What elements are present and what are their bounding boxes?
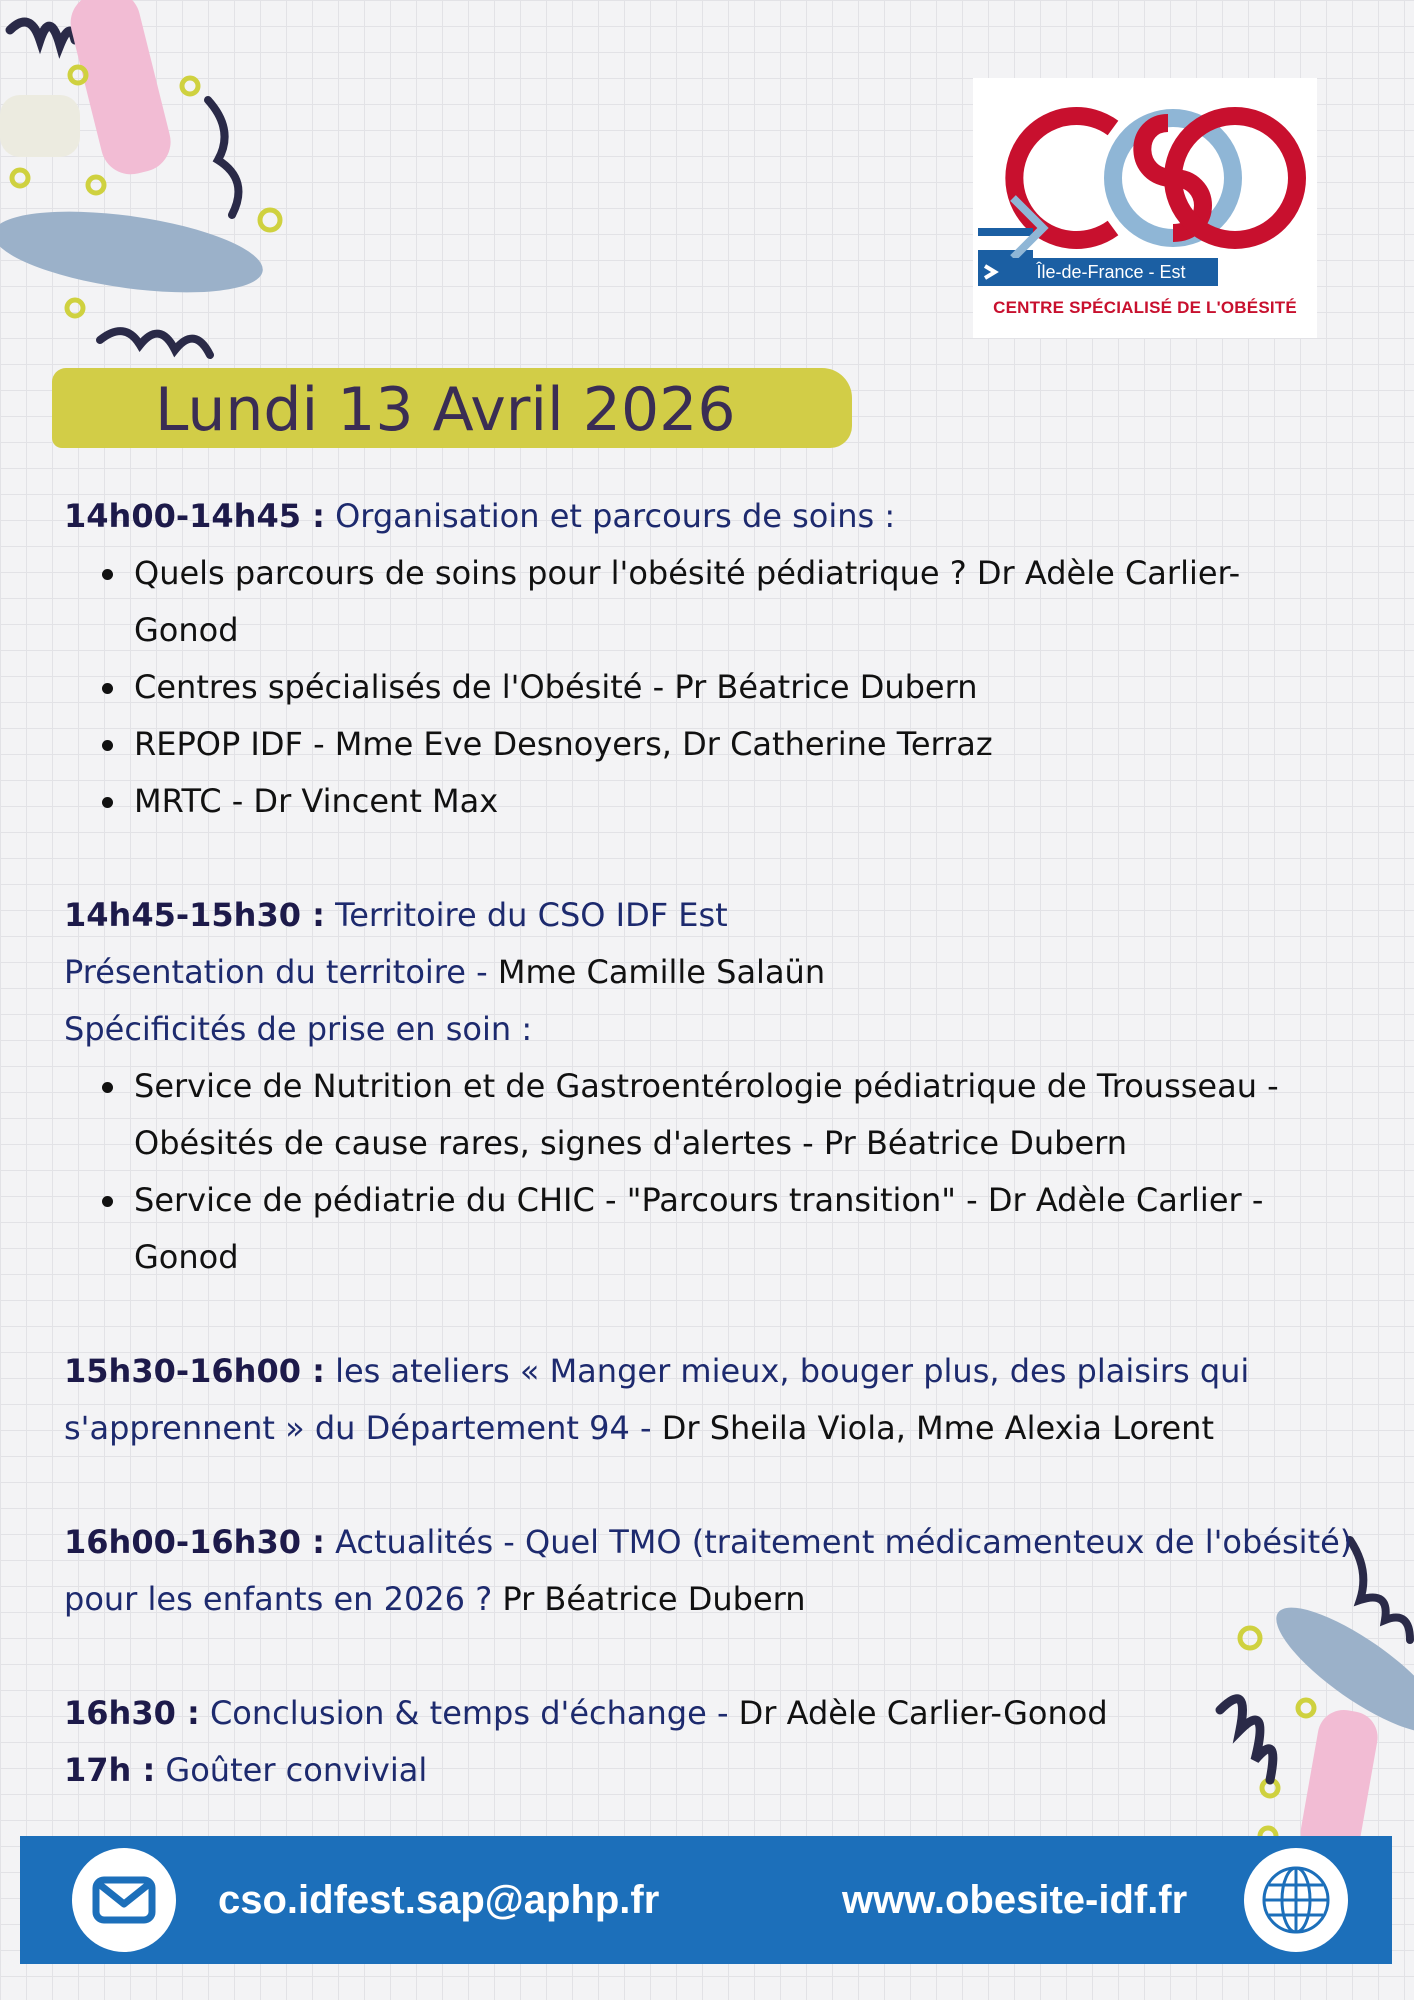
presentation-label: Présentation du territoire - xyxy=(64,953,498,991)
list-item-text: Obésités de cause rares, signes d'alertes - Pr Béatrice Dubern xyxy=(134,1124,1128,1162)
email-link[interactable]: cso.idfest.sap@aphp.fr xyxy=(218,1878,660,1922)
list-item: MRTC - Dr Vincent Max xyxy=(134,773,1354,830)
logo-region: Île-de-France - Est xyxy=(1036,262,1186,282)
page-title: Lundi 13 Avril 2026 xyxy=(155,375,736,445)
session-title: Actualités - Quel TMO (traitement médicamenteux de l'obésité) xyxy=(324,1523,1353,1561)
session-time: 16h30 : xyxy=(64,1694,200,1732)
session-time: 14h00-14h45 : xyxy=(64,497,325,535)
envelope-icon[interactable] xyxy=(72,1848,176,1952)
session-title: Goûter convivial xyxy=(155,1751,428,1789)
list-item-text: Service de pédiatrie du CHIC - "Parcours transition" - Dr Adèle Carlier - xyxy=(134,1181,1264,1219)
list-item-text: Gonod xyxy=(134,611,239,649)
speaker: Dr Adèle Carlier-Gonod xyxy=(738,1694,1108,1732)
list-item: Centres spécialisés de l'Obésité - Pr Béatrice Dubern xyxy=(134,659,1354,716)
session-4-heading xyxy=(64,1514,1354,1571)
session-1-heading xyxy=(64,488,1354,545)
session-2-specificities: Spécificités de prise en soin : xyxy=(64,1010,533,1048)
session-4-line2 xyxy=(64,1571,1354,1628)
speaker: Dr Sheila Viola, Mme Alexia Lorent xyxy=(661,1409,1214,1447)
session-title: Organisation et parcours de soins : xyxy=(324,497,896,535)
session-1-list xyxy=(64,545,1354,830)
session-time: 15h30-16h00 : xyxy=(64,1352,325,1390)
logo-subtitle: CENTRE SPÉCIALISÉ DE L'OBÉSITÉ xyxy=(993,298,1297,317)
program xyxy=(64,488,1354,1799)
cso-logo xyxy=(973,78,1317,338)
session-time: 14h45-15h30 : xyxy=(64,896,325,934)
session-3-heading xyxy=(64,1343,1354,1400)
footer-bar xyxy=(20,1836,1392,1964)
list-item-text: Quels parcours de soins pour l'obésité pédiatrique ? Dr Adèle Carlier- xyxy=(134,554,1241,592)
session-5-heading xyxy=(64,1685,1354,1742)
globe-icon[interactable] xyxy=(1244,1848,1348,1952)
website-link[interactable]: www.obesite-idf.fr xyxy=(842,1878,1188,1922)
session-2-heading xyxy=(64,887,1354,944)
session-3-line2 xyxy=(64,1400,1354,1457)
session-2-presentation xyxy=(64,944,1354,1001)
list-item xyxy=(134,1172,1354,1286)
speaker: Mme Camille Salaün xyxy=(497,953,826,991)
list-item-text: Gonod xyxy=(134,1238,239,1276)
session-time: 16h00-16h30 : xyxy=(64,1523,325,1561)
session-title: s'apprennent » du Département 94 - xyxy=(64,1409,662,1447)
session-title: pour les enfants en 2026 ? xyxy=(64,1580,503,1618)
session-title: les ateliers « Manger mieux, bouger plus, des plaisirs qui xyxy=(324,1352,1250,1390)
session-time: 17h : xyxy=(64,1751,156,1789)
list-item-text: Service de Nutrition et de Gastroentérologie pédiatrique de Trousseau - xyxy=(134,1067,1279,1105)
session-title: Conclusion & temps d'échange - xyxy=(199,1694,739,1732)
session-title: Territoire du CSO IDF Est xyxy=(324,896,728,934)
decorative-doodles-top xyxy=(0,0,300,380)
list-item: REPOP IDF - Mme Eve Desnoyers, Dr Catherine Terraz xyxy=(134,716,1354,773)
session-6-heading xyxy=(64,1742,1354,1799)
session-2-list xyxy=(64,1058,1354,1286)
list-item xyxy=(134,1058,1354,1172)
list-item xyxy=(134,545,1354,659)
speaker: Pr Béatrice Dubern xyxy=(502,1580,806,1618)
